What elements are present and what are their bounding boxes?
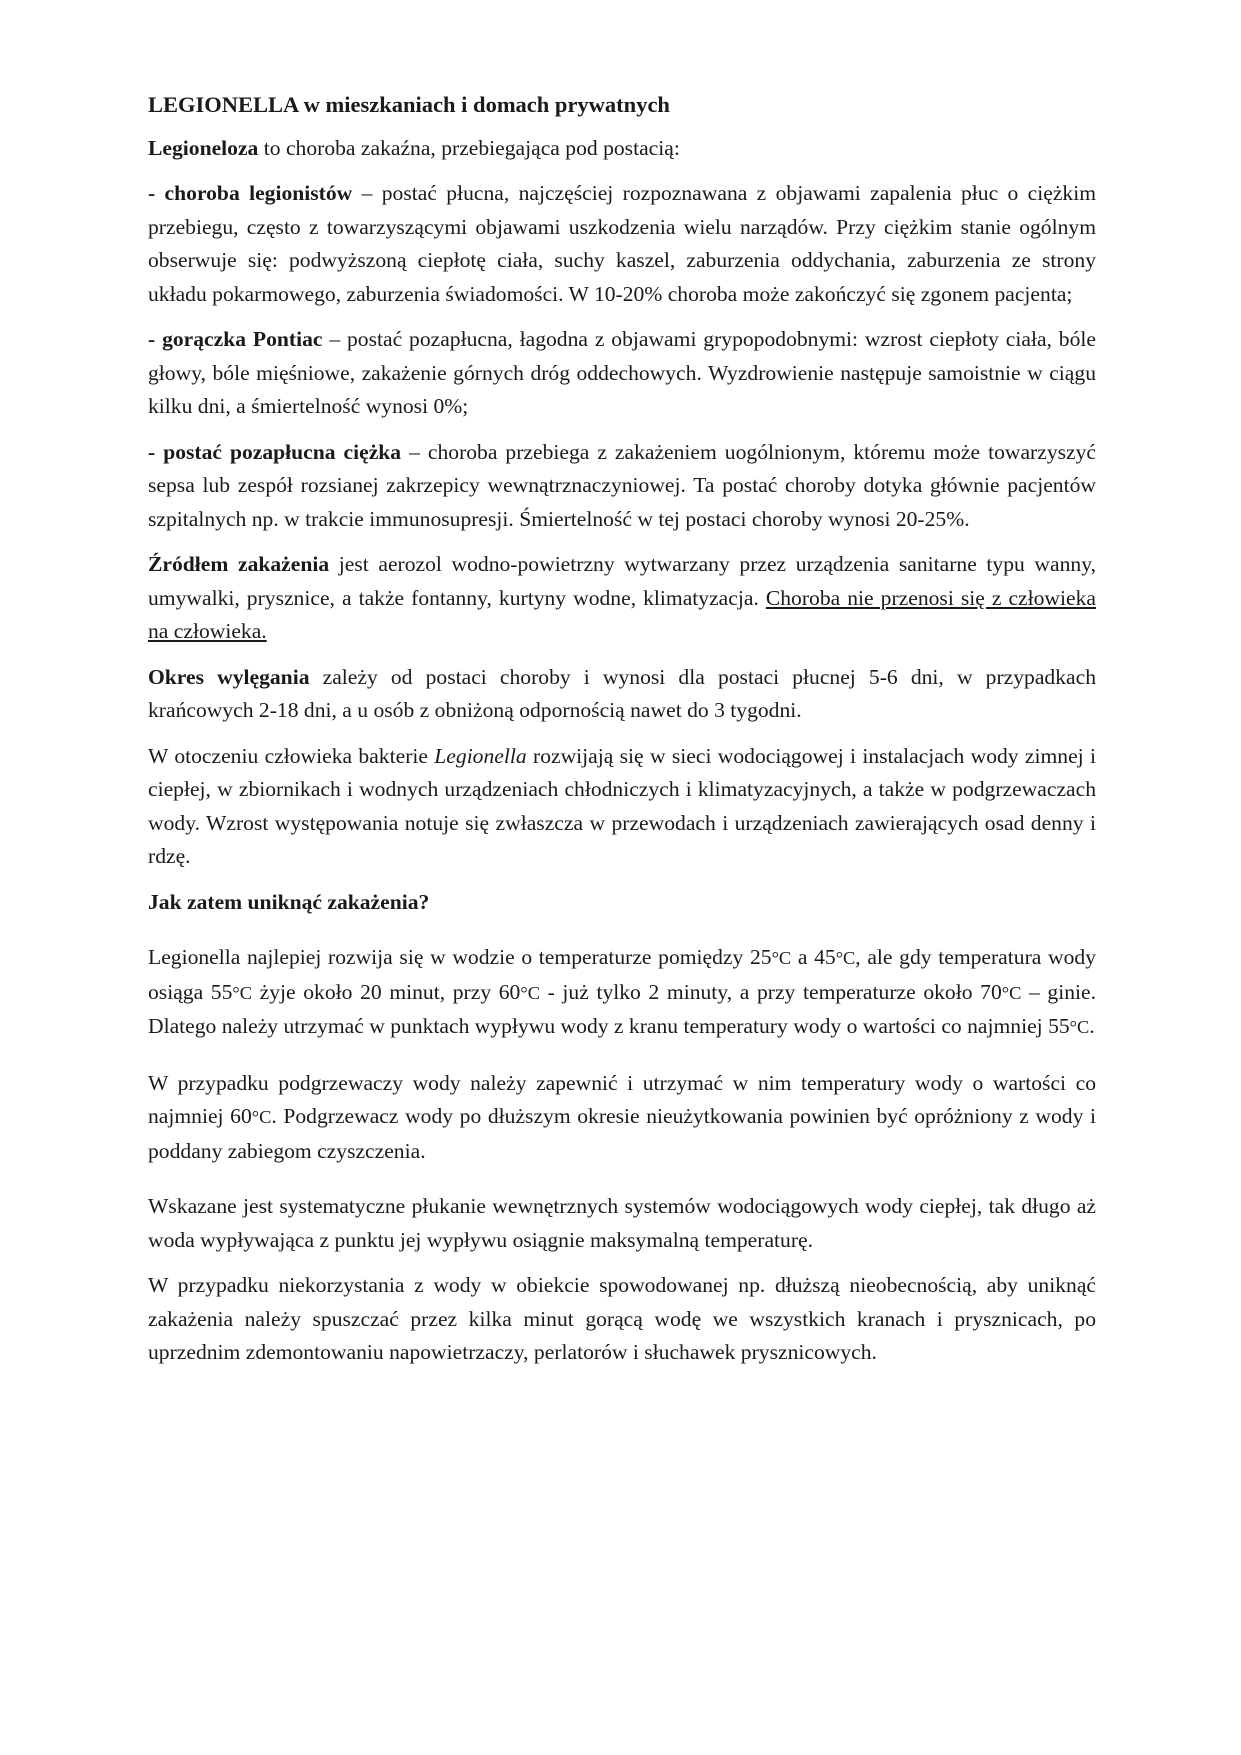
degree-unit: °C (1001, 982, 1022, 1003)
form-name: gorączka Pontiac (162, 327, 323, 351)
intro-term: Legioneloza (148, 135, 259, 160)
temperature-text: - już tylko 2 minuty, a przy temperaturze około 70 (539, 979, 1002, 1004)
document-title: LEGIONELLA w mieszkaniach i domach prywatnych (148, 92, 670, 117)
source-underlined-note: Choroba nie przenosi się z człowieka na człowieka. (148, 585, 1096, 643)
form-prefix: - (148, 439, 164, 464)
form-text: – choroba przebiega z zakażeniem uogólnionym, któremu może towarzyszyć sepsa lub zespół rozsianej zakrzepicy wewnątrznaczyniowej. Ta postać choroby dotyka głównie pacjentów szpitalnych np. w trakcie immunosupresji. Śmiertelność w tej postaci choroby wynosi 20-25%. (148, 439, 1096, 531)
incubation-term: Okres wylęgania (148, 664, 310, 689)
form-paragraph-severe (148, 436, 1096, 537)
source-paragraph (148, 548, 1096, 649)
incubation-paragraph (148, 661, 1096, 728)
degree-unit: °C (835, 948, 856, 968)
heaters-paragraph (148, 1067, 1096, 1169)
degree-unit: °C (520, 982, 540, 1003)
environment-after: rozwijają się w sieci wodociągowej i instalacjach wody zimnej i ciepłej, w zbiornikach i wodnych urządzeniach chłodniczych i klimatyzacyjnych, a także w podgrzewaczach wody. Wzrost występowania notuje się zwłaszcza w przewodach i urządzeniach zawierających osad denny i rdzę. (148, 743, 1096, 868)
temperature-text: , ale gdy temperatura wody osiąga 55 (148, 945, 1096, 1004)
form-name: choroba legionistów (164, 181, 353, 205)
form-text: – postać pozapłucna, łagodna z objawami grypopodobnymi: wzrost ciepłoty ciała, bóle głowy, bóle mięśniowe, zakażenie górnych dróg oddechowych. Wyzdrowienie następuje samoistnie w ciągu kilku dni, a śmiertelność wynosi 0%; (148, 327, 1096, 418)
environment-before: W otoczeniu człowieka bakterie (148, 743, 435, 768)
temperature-text: . (1089, 1014, 1095, 1038)
flushing-paragraph: Wskazane jest systematyczne płukanie wewnętrznych systemów wodociągowych wody ciepłej, tak długo aż woda wypływająca z punktu jej wypływu osiągnie maksymalną temperaturę. (148, 1194, 1096, 1252)
degree-unit: °C (232, 982, 252, 1003)
intro-text: to choroba zakaźna, przebiegająca pod postacią: (258, 135, 680, 160)
temperature-text: a 45 (791, 945, 836, 969)
source-text: jest aerozol wodno-powietrzny wytwarzany przez urządzenia sanitarne typu wanny, umywalki, prysznice, a także fontanny, kurtyny wodne, klimatyzacja. (148, 552, 1096, 610)
incubation-text: zależy od postaci choroby i wynosi dla postaci płucnej 5-6 dni, w przypadkach krańcowych 2-18 dni, a u osób z obniżoną odpornością nawet do 3 tygodni. (148, 664, 1096, 722)
form-paragraph-legionnaires (148, 177, 1096, 311)
form-prefix: - (148, 181, 165, 205)
document-body (148, 88, 1096, 1382)
temperature-text: Legionella najlepiej rozwija się w wodzie o temperaturze pomiędzy 25 (148, 945, 772, 969)
form-prefix: - (148, 327, 163, 351)
absence-paragraph: W przypadku niekorzystania z wody w obiekcie spowodowanej np. dłuższą nieobecnością, aby uniknąć zakażenia należy spuszczać przez kilka minut gorącą wodę we wszystkich kranach i prysznicach, po uprzednim zdemontowaniu napowietrzaczy, perlatorów i słuchawek prysznicowych. (148, 1273, 1096, 1364)
degree-unit: °C (1069, 1017, 1090, 1037)
degree-unit: °C (251, 1107, 272, 1127)
environment-paragraph (148, 740, 1096, 874)
environment-italic: Legionella (434, 743, 527, 768)
form-text: – postać płucna, najczęściej rozpoznawana z objawami zapalenia płuc o ciężkim przebiegu, często z towarzyszącymi objawami uszkodzenia wielu narządów. Przy ciężkim stanie ogólnym obserwuje się: podwyższoną ciepłotę ciała, suchy kaszel, zaburzenia oddychania, zaburzenia ze strony układu pokarmowego, zaburzenia świadomości. W 10-20% choroba może zakończyć się zgonem pacjenta; (148, 181, 1096, 306)
intro-paragraph (148, 132, 1096, 166)
temperature-text: żyje około 20 minut, przy 60 (252, 979, 521, 1004)
degree-unit: °C (771, 948, 792, 968)
source-term: Źródłem zakażenia (148, 552, 330, 576)
temperature-text: – ginie. Dlatego należy utrzymać w punktach wypływu wody z kranu temperatury wody o wartości co najmniej 55 (148, 979, 1096, 1038)
form-paragraph-pontiac (148, 323, 1096, 424)
heaters-text: W przypadku podgrzewaczy wody należy zapewnić i utrzymać w nim temperatury wody o wartości co najmniej 60 (148, 1070, 1096, 1128)
temperature-paragraph (148, 941, 1096, 1045)
section-heading: Jak zatem uniknąć zakażenia? (148, 889, 430, 914)
heaters-text: . Podgrzewacz wody po dłuższym okresie nieużytkowania powinien być opróżniony z wody i poddany zabiegom czyszczenia. (148, 1104, 1096, 1163)
form-name: postać pozapłucna ciężka (163, 439, 402, 464)
